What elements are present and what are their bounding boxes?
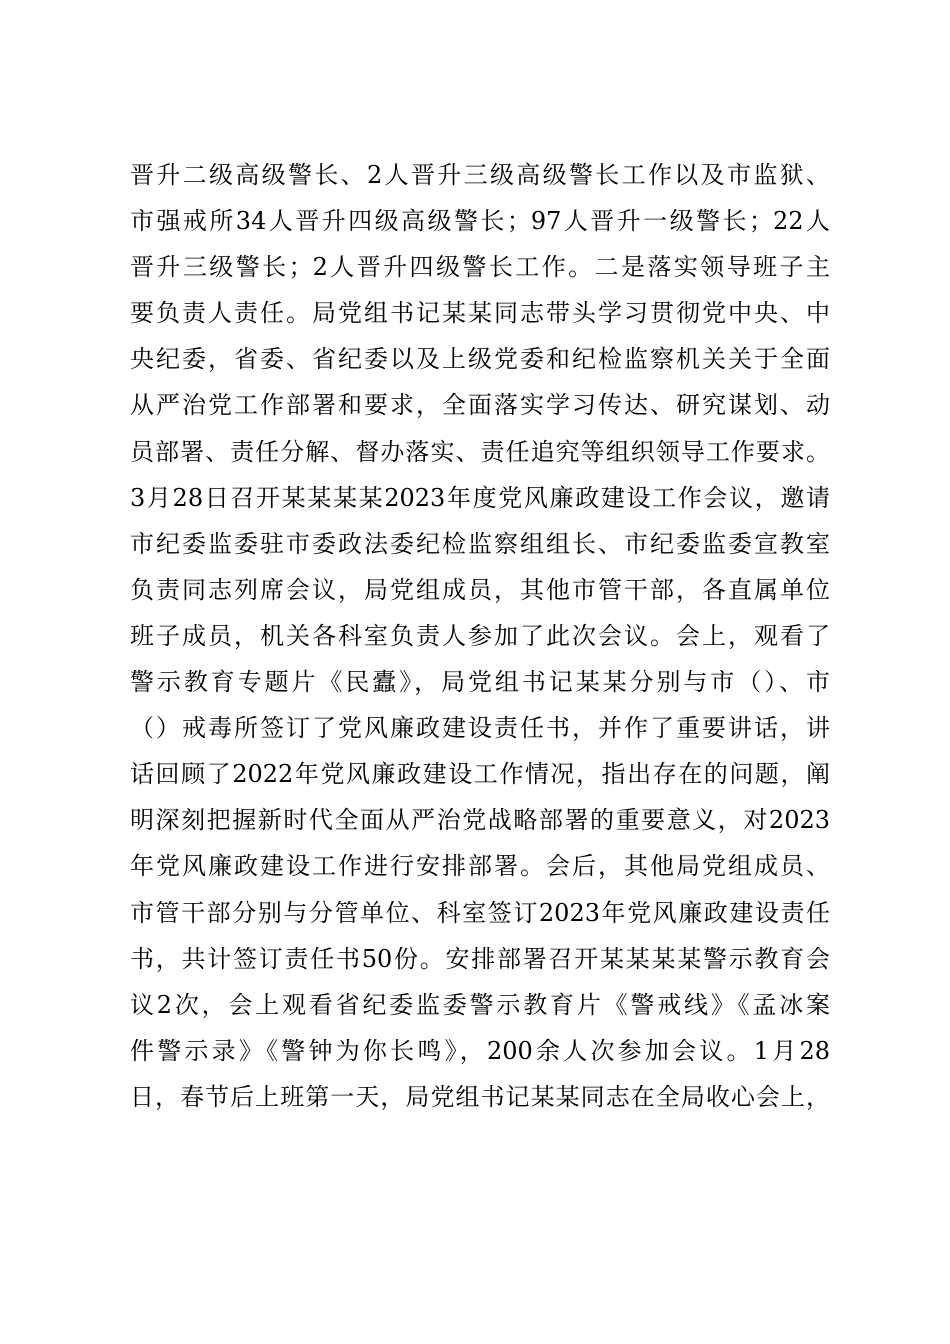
text-line-19: 议2次，会上观看省纪委监委警示教育片《警戒线》《孟冰案 — [130, 990, 830, 1019]
text-line-16: 年党风廉政建设工作进行安排部署。会后，其他局党组成员、 — [130, 852, 830, 881]
text-line-5: 央纪委，省委、省纪委以及上级党委和纪检监察机关关于全面 — [130, 345, 830, 374]
text-line-4: 要负责人责任。局党组书记某某同志带头学习贯彻党中央、中 — [130, 299, 830, 328]
text-line-18: 书，共计签订责任书50份。安排部署召开某某某某警示教育会 — [130, 944, 830, 973]
text-line-8: 3月28日召开某某某某2023年度党风廉政建设工作会议，邀请 — [130, 483, 830, 512]
text-line-6: 从严治党工作部署和要求，全面落实学习传达、研究谋划、动 — [130, 391, 830, 420]
text-line-20: 件警示录》《警钟为你长鸣》，200余人次参加会议。1月28 — [130, 1036, 830, 1065]
text-line-9: 市纪委监委驻市委政法委纪检监察组组长、市纪委监委宣教室 — [130, 529, 830, 558]
text-line-17: 市管干部分别与分管单位、科室签订2023年党风廉政建设责任 — [130, 898, 830, 927]
text-line-11: 班子成员，机关各科室负责人参加了此次会议。会上，观看了 — [130, 621, 830, 650]
text-line-2: 市强戒所34人晋升四级高级警长；97人晋升一级警长；22人 — [130, 207, 830, 236]
text-line-13: （）戒毒所签订了党风廉政建设责任书，并作了重要讲话，讲 — [130, 714, 830, 743]
text-line-10: 负责同志列席会议，局党组成员，其他市管干部，各直属单位 — [130, 575, 830, 604]
text-line-3: 晋升三级警长；2人晋升四级警长工作。二是落实领导班子主 — [130, 253, 830, 282]
text-line-12: 警示教育专题片《民蠹》，局党组书记某某分别与市（）、市 — [130, 668, 830, 697]
text-line-21: 日，春节后上班第一天，局党组书记某某同志在全局收心会上， — [130, 1082, 830, 1111]
text-line-7: 员部署、责任分解、督办落实、责任追究等组织领导工作要求。 — [130, 437, 830, 466]
text-line-1: 晋升二级高级警长、2人晋升三级高级警长工作以及市监狱、 — [130, 161, 830, 189]
body-paragraph — [130, 152, 830, 1120]
text-line-14: 话回顾了2022年党风廉政建设工作情况，指出存在的问题，阐 — [130, 760, 830, 789]
text-line-15: 明深刻把握新时代全面从严治党战略部署的重要意义，对2023 — [130, 806, 830, 835]
